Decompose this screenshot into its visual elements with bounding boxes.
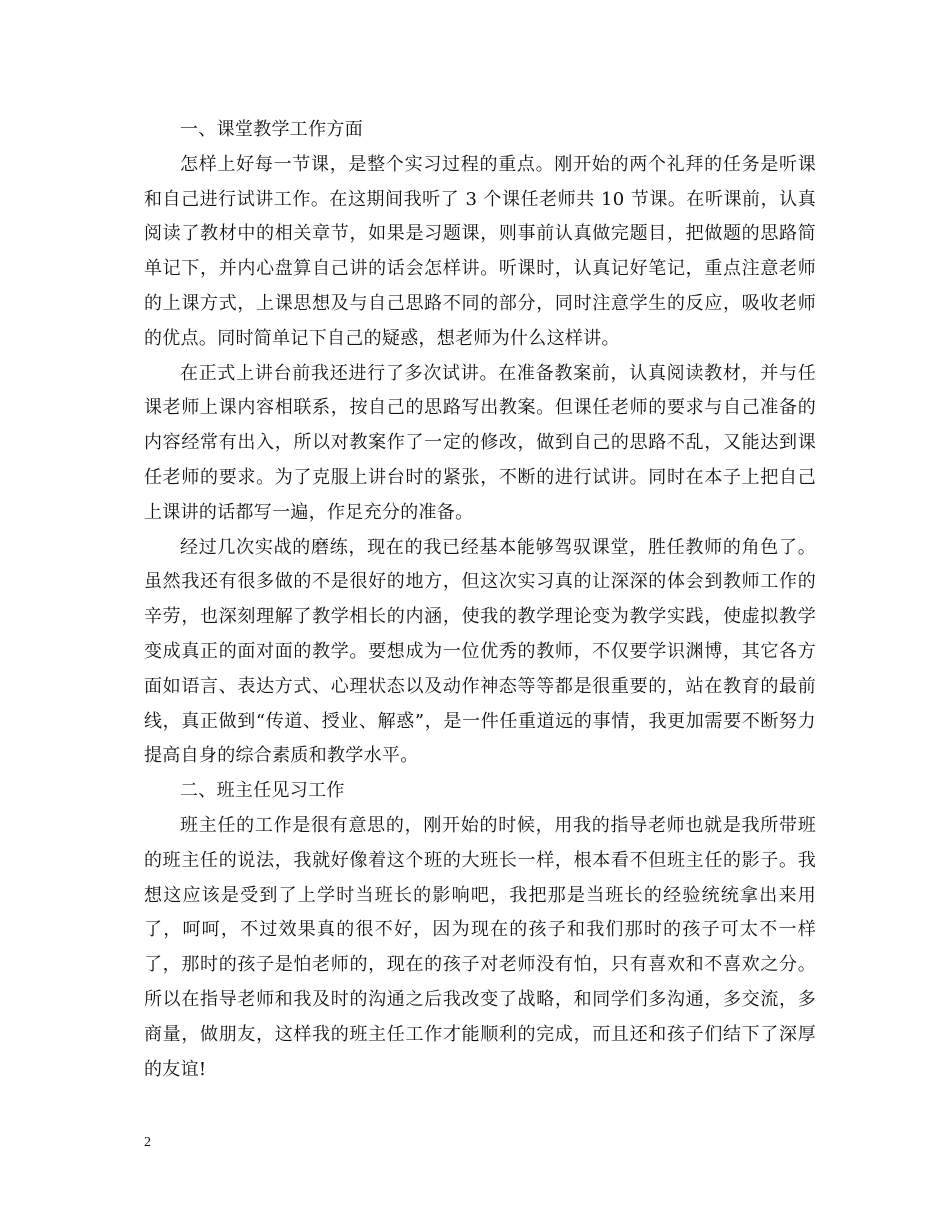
document-body: [144, 113, 816, 1087]
paragraph: 班主任的工作是很有意思的，刚开始的时候，用我的指导老师也就是我所带班的班主任的说法，我就好像着这个班的大班长一样，根本看不但班主任的影子。我想这应该是受到了上学时当班长的影响吧，我把那是当班长的经验统统拿出来用了，呵呵，不过效果真的很不好，因为现在的孩子和我们那时的孩子可太不一样了，那时的孩子是怕老师的，现在的孩子对老师没有怕，只有喜欢和不喜欢之分。所以在指导老师和我及时的沟通之后我改变了战略，和同学们多沟通，多交流，多商量，做朋友，这样我的班主任工作才能顺利的完成，而且还和孩子们结下了深厚的友谊!: [144, 814, 816, 1080]
section-classroom-teaching: [144, 113, 816, 774]
paragraph: 在正式上讲台前我还进行了多次试讲。在准备教案前，认真阅读教材，并与任课老师上课内容相联系，按自己的思路写出教案。但课任老师的要求与自己准备的内容经常有出入，所以对教案作了一定的修改，做到自己的思路不乱，又能达到课任老师的要求。为了克服上讲台时的紧张，不断的进行试讲。同时在本子上把自己上课讲的话都写一遍，作足充分的准备。: [144, 362, 816, 523]
page-number: 2: [144, 1135, 151, 1150]
section-heading: 一、课堂教学工作方面: [180, 119, 363, 140]
paragraph: 怎样上好每一节课，是整个实习过程的重点。刚开始的两个礼拜的任务是听课和自己进行试讲工作。在这期间我听了 3 个课任老师共 10 节课。在听课前，认真阅读了教材中的相关章节，如果是习题课，则事前认真做完题目，把做题的思路简单记下，并内心盘算自己讲的话会怎样讲。听课时，认真记好笔记，重点注意老师的上课方式，上课思想及与自己思路不同的部分，同时注意学生的反应，吸收老师的优点。同时简单记下自己的疑惑，想老师为什么这样讲。: [144, 153, 816, 349]
section-heading: 二、班主任见习工作: [180, 780, 345, 802]
section-head-teacher-work: [144, 774, 816, 1087]
paragraph: 经过几次实战的磨练，现在的我已经基本能够驾驭课堂，胜任教师的角色了。虽然我还有很多做的不是很好的地方，但这次实习真的让深深的体会到教师工作的辛劳，也深刻理解了教学相长的内涵，使我的教学理论变为教学实践，使虚拟教学变成真正的面对面的教学。要想成为一位优秀的教师，不仅要学识渊博，其它各方面如语言、表达方式、心理状态以及动作神态等等都是很重要的，站在教育的最前线，真正做到“传道、授业、解惑”，是一件任重道远的事情，我更加需要不断努力提高自身的综合素质和教学水平。: [144, 536, 816, 767]
